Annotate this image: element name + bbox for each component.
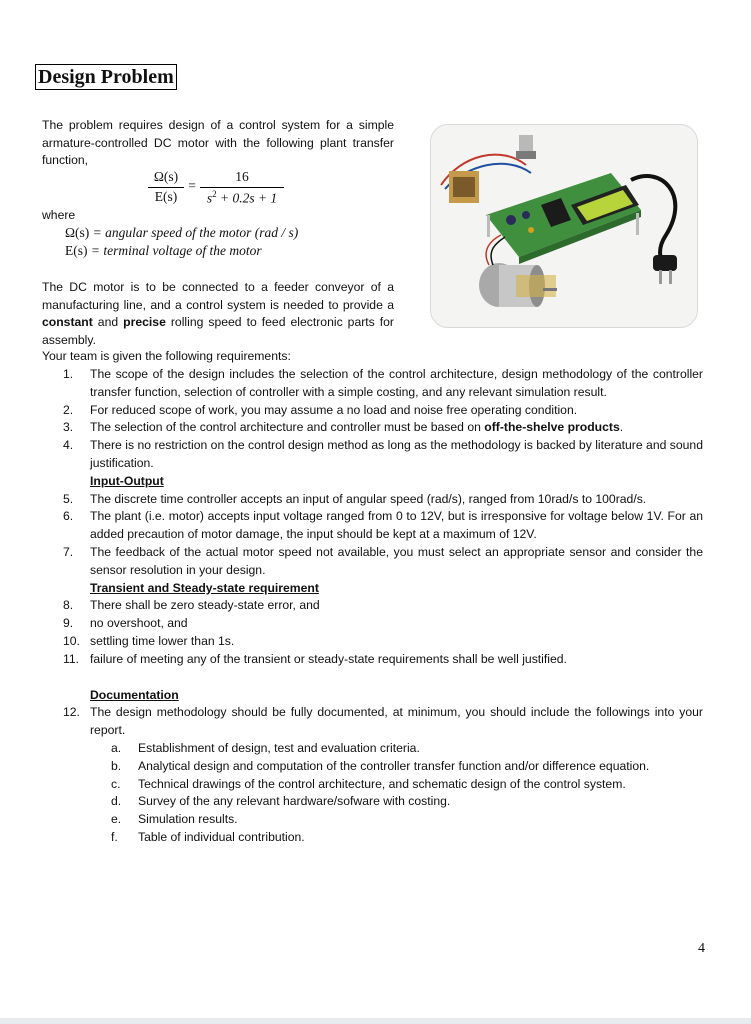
item-text: For reduced scope of work, you may assume a no load and noise free operating condition. (90, 402, 578, 417)
subitem-text: Analytical design and computation of the controller transfer function and/or difference equation. (138, 758, 650, 773)
sub-list-item (111, 793, 703, 811)
page-number: 4 (698, 941, 705, 956)
item-text: The design methodology should be fully documented, at minimum, you should include the followings into your report. (90, 705, 703, 738)
sub-list-item (111, 776, 703, 794)
para2-text: The DC motor is to be connected to a feeder conveyor of a manufacturing line, and a control system is needed to provide a (42, 280, 394, 312)
lhs-numerator: Ω(s) (153, 169, 179, 184)
constant-bold: constant (42, 315, 93, 329)
item-text: There is no restriction on the control design method as long as the methodology is backed by literature and sound justification. (90, 438, 703, 470)
list-item (63, 366, 703, 402)
item-number: 8. (63, 598, 74, 613)
def-symbol: Ω(s) (65, 225, 90, 240)
requirements-list (63, 366, 703, 847)
def-text: = terminal voltage of the motor (87, 243, 262, 258)
def-symbol: E(s) (65, 243, 88, 258)
intro-paragraph: The problem requires design of a control system for a simple armature-controlled DC motor with the following plant transfer function, (42, 118, 394, 167)
item-number: 7. (63, 544, 74, 559)
sub-list-item (111, 758, 703, 776)
list-item (63, 437, 703, 473)
item-text: no overshoot, and (90, 616, 188, 631)
circuit-board-illustration (431, 125, 697, 327)
item-number: 10. (63, 633, 80, 648)
item-number: 12. (63, 705, 80, 720)
rhs-fraction-bar (200, 187, 284, 188)
transient-heading: Transient and Steady-state requirement (90, 580, 319, 595)
list-item (63, 508, 703, 544)
item-number: 4. (63, 438, 74, 453)
rhs-den-var: s (206, 190, 213, 206)
rhs-numerator: 16 (235, 169, 249, 184)
documentation-heading: Documentation (90, 687, 179, 702)
documentation-sublist (63, 740, 703, 847)
symbol-definitions (65, 224, 298, 260)
subitem-letter: f. (111, 829, 118, 844)
subitem-text: Technical drawings of the control architecture, and schematic design of the control system. (138, 776, 626, 791)
list-item (63, 544, 703, 580)
list-item (63, 633, 703, 651)
rhs-denominator (200, 189, 284, 207)
item-text: The feedback of the actual motor speed not available, you must select an appropriate sensor and consider the sensor resolution in your design. (90, 544, 703, 577)
subitem-letter: e. (111, 812, 122, 827)
subitem-text: Simulation results. (138, 812, 238, 827)
list-item (63, 597, 703, 615)
item-text: The plant (i.e. motor) accepts input voltage ranged from 0 to 12V, but is irresponsive for voltage below 1V. For an added precaution of motor damage, the input should be kept at a maximum of 12V. (90, 509, 703, 542)
item-number: 11. (63, 651, 80, 666)
list-item (63, 651, 703, 669)
subitem-text: Establishment of design, test and evaluation criteria. (138, 740, 420, 755)
dc-motor-board-photo (430, 124, 698, 328)
sub-list-item (111, 829, 703, 847)
definition-row (65, 242, 298, 260)
definition-row (65, 224, 298, 242)
para2-and: and (92, 315, 124, 329)
item-number: 9. (63, 616, 74, 631)
list-item (63, 402, 703, 420)
subitem-text: Table of individual contribution. (138, 829, 305, 844)
page-title: Design Problem (35, 64, 177, 90)
item-text: The discrete time controller accepts an input of angular speed (rad/s), ranged from 10rad/s to 100rad/s. (90, 491, 647, 506)
equals-sign: = (188, 178, 196, 193)
sub-list-item (111, 740, 703, 758)
subitem-letter: c. (111, 776, 121, 791)
item-text: failure of meeting any of the transient or steady-state requirements shall be well justified. (90, 651, 567, 666)
conveyor-paragraph (42, 279, 394, 349)
item-number: 3. (63, 420, 74, 435)
sub-list-item (111, 811, 703, 829)
requirements-intro: Your team is given the following requirements: (42, 349, 291, 363)
viewer-bottom-edge (0, 1018, 751, 1024)
item-text-end: . (619, 420, 624, 435)
subitem-letter: d. (111, 794, 122, 809)
para2-text-end: rolling speed to feed electronic parts for assembly. (42, 315, 394, 347)
list-item (63, 704, 703, 740)
rhs-den-rest: + 0.2s + 1 (216, 190, 278, 206)
lhs-fraction-bar (148, 187, 184, 188)
item-text: There shall be zero steady-state error, and (90, 598, 320, 613)
item-number: 5. (63, 491, 74, 506)
item-number: 6. (63, 509, 74, 524)
list-item (63, 419, 703, 437)
item-number: 1. (63, 367, 74, 381)
where-label: where (42, 208, 76, 222)
item-number: 2. (63, 402, 74, 417)
item-text: The selection of the control architecture and controller must be based on (90, 420, 485, 435)
item-text: settling time lower than 1s. (90, 633, 235, 648)
subitem-letter: a. (111, 740, 122, 755)
spacer (63, 669, 703, 687)
def-text: = angular speed of the motor (rad / s) (89, 225, 299, 240)
item-text: The scope of the design includes the selection of the control architecture, design methodology of the controller transfer function, selection of controller with a simple costing, and any relevant simulation result. (90, 367, 703, 399)
rhs-den-exp: 2 (212, 189, 217, 199)
list-item (63, 615, 703, 633)
subitem-letter: b. (111, 758, 122, 773)
item-bold-text: off-the-shelve products (484, 420, 620, 435)
precise-bold: precise (123, 315, 166, 329)
input-output-heading: Input-Output (90, 473, 164, 488)
lhs-denominator: E(s) (154, 189, 178, 204)
subitem-text: Survey of the any relevant hardware/sofware with costing. (138, 794, 451, 809)
list-item (63, 491, 703, 509)
